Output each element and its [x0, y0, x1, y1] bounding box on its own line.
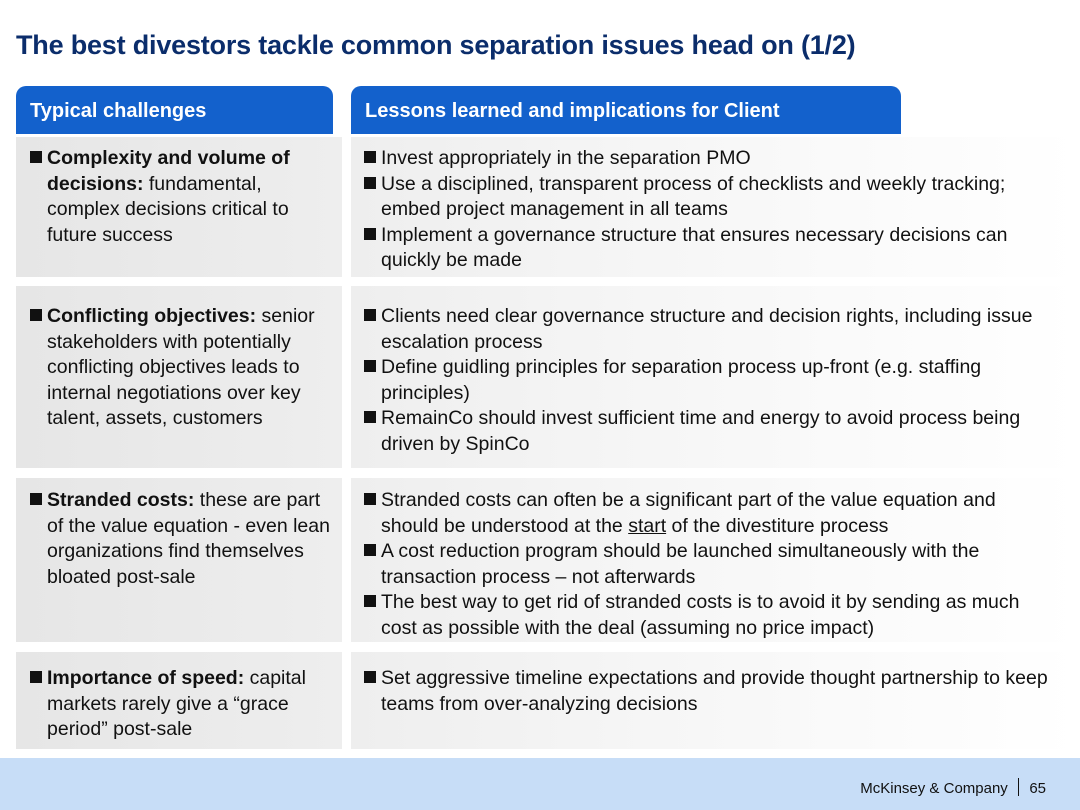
- underlined-start: start: [628, 514, 667, 537]
- lesson-item: RemainCo should invest sufficient time and energy to avoid process being driven by SpinCo: [364, 406, 1054, 457]
- challenge-title: Conflicting objectives:: [47, 305, 257, 327]
- lessons-cell: [364, 666, 1054, 717]
- bullet-square-icon: [364, 151, 376, 163]
- lessons-cell: [364, 304, 1054, 458]
- header-typical-challenges: Typical challenges: [16, 86, 333, 134]
- challenge-item: [30, 666, 330, 743]
- challenge-cell: [30, 304, 330, 432]
- page-title: The best divestors tackle common separation issues head on (1/2): [16, 30, 856, 60]
- page-number: 65: [1029, 780, 1046, 797]
- challenge-description: these are part of the value equation - even lean organizations find themselves bloated post-sale: [47, 489, 330, 588]
- challenge-title: Stranded costs:: [47, 489, 195, 511]
- lesson-item: Clients need clear governance structure and decision rights, including issue escalation process: [364, 304, 1054, 355]
- lesson-item: Stranded costs can often be a significant part of the value equation and should be understood at the start of the divestiture process: [364, 488, 1054, 539]
- challenge-item: [30, 304, 330, 432]
- challenge-item: [30, 146, 330, 248]
- challenge-title: Complexity and volume of decisions:: [47, 147, 290, 195]
- bullet-square-icon: [30, 671, 42, 683]
- challenge-description: capital markets rarely give a “grace period” post-sale: [47, 667, 306, 741]
- bullet-square-icon: [364, 177, 376, 189]
- challenge-item: [30, 488, 330, 590]
- bullet-square-icon: [364, 544, 376, 556]
- bullet-square-icon: [30, 493, 42, 505]
- bullet-square-icon: [364, 309, 376, 321]
- lessons-cell: [364, 488, 1054, 642]
- challenge-cell: [30, 488, 330, 590]
- challenge-description: fundamental, complex decisions critical to future success: [47, 172, 289, 246]
- lesson-item: The best way to get rid of stranded costs is to avoid it by sending as much cost as possible with the deal (assuming no price impact): [364, 590, 1054, 641]
- bullet-square-icon: [364, 360, 376, 372]
- bullet-square-icon: [364, 411, 376, 423]
- lesson-item: Define guidling principles for separation process up-front (e.g. staffing principles): [364, 355, 1054, 406]
- lesson-item: Set aggressive timeline expectations and provide thought partnership to keep teams from over-analyzing decisions: [364, 666, 1054, 717]
- bullet-square-icon: [364, 671, 376, 683]
- header-lessons-learned: Lessons learned and implications for Client: [351, 86, 901, 134]
- lesson-item: Invest appropriately in the separation PMO: [364, 146, 1054, 172]
- footer-bar: [0, 758, 1080, 810]
- bullet-square-icon: [364, 595, 376, 607]
- lesson-item: A cost reduction program should be launched simultaneously with the transaction process – not afterwards: [364, 539, 1054, 590]
- lessons-cell: [364, 146, 1054, 274]
- lesson-item: Implement a governance structure that ensures necessary decisions can quickly be made: [364, 223, 1054, 274]
- bullet-square-icon: [30, 151, 42, 163]
- challenge-title: Importance of speed:: [47, 667, 245, 689]
- bullet-square-icon: [364, 228, 376, 240]
- challenge-cell: [30, 146, 330, 248]
- footer-company: McKinsey & Company: [860, 780, 1008, 797]
- bullet-square-icon: [364, 493, 376, 505]
- challenge-cell: [30, 666, 330, 743]
- challenge-description: senior stakeholders with potentially conflicting objectives leads to internal negotiations over key talent, assets, customers: [47, 305, 315, 430]
- footer-text: [860, 778, 1046, 797]
- lesson-item: Use a disciplined, transparent process of checklists and weekly tracking; embed project management in all teams: [364, 172, 1054, 223]
- bullet-square-icon: [30, 309, 42, 321]
- footer-separator: [1018, 778, 1020, 796]
